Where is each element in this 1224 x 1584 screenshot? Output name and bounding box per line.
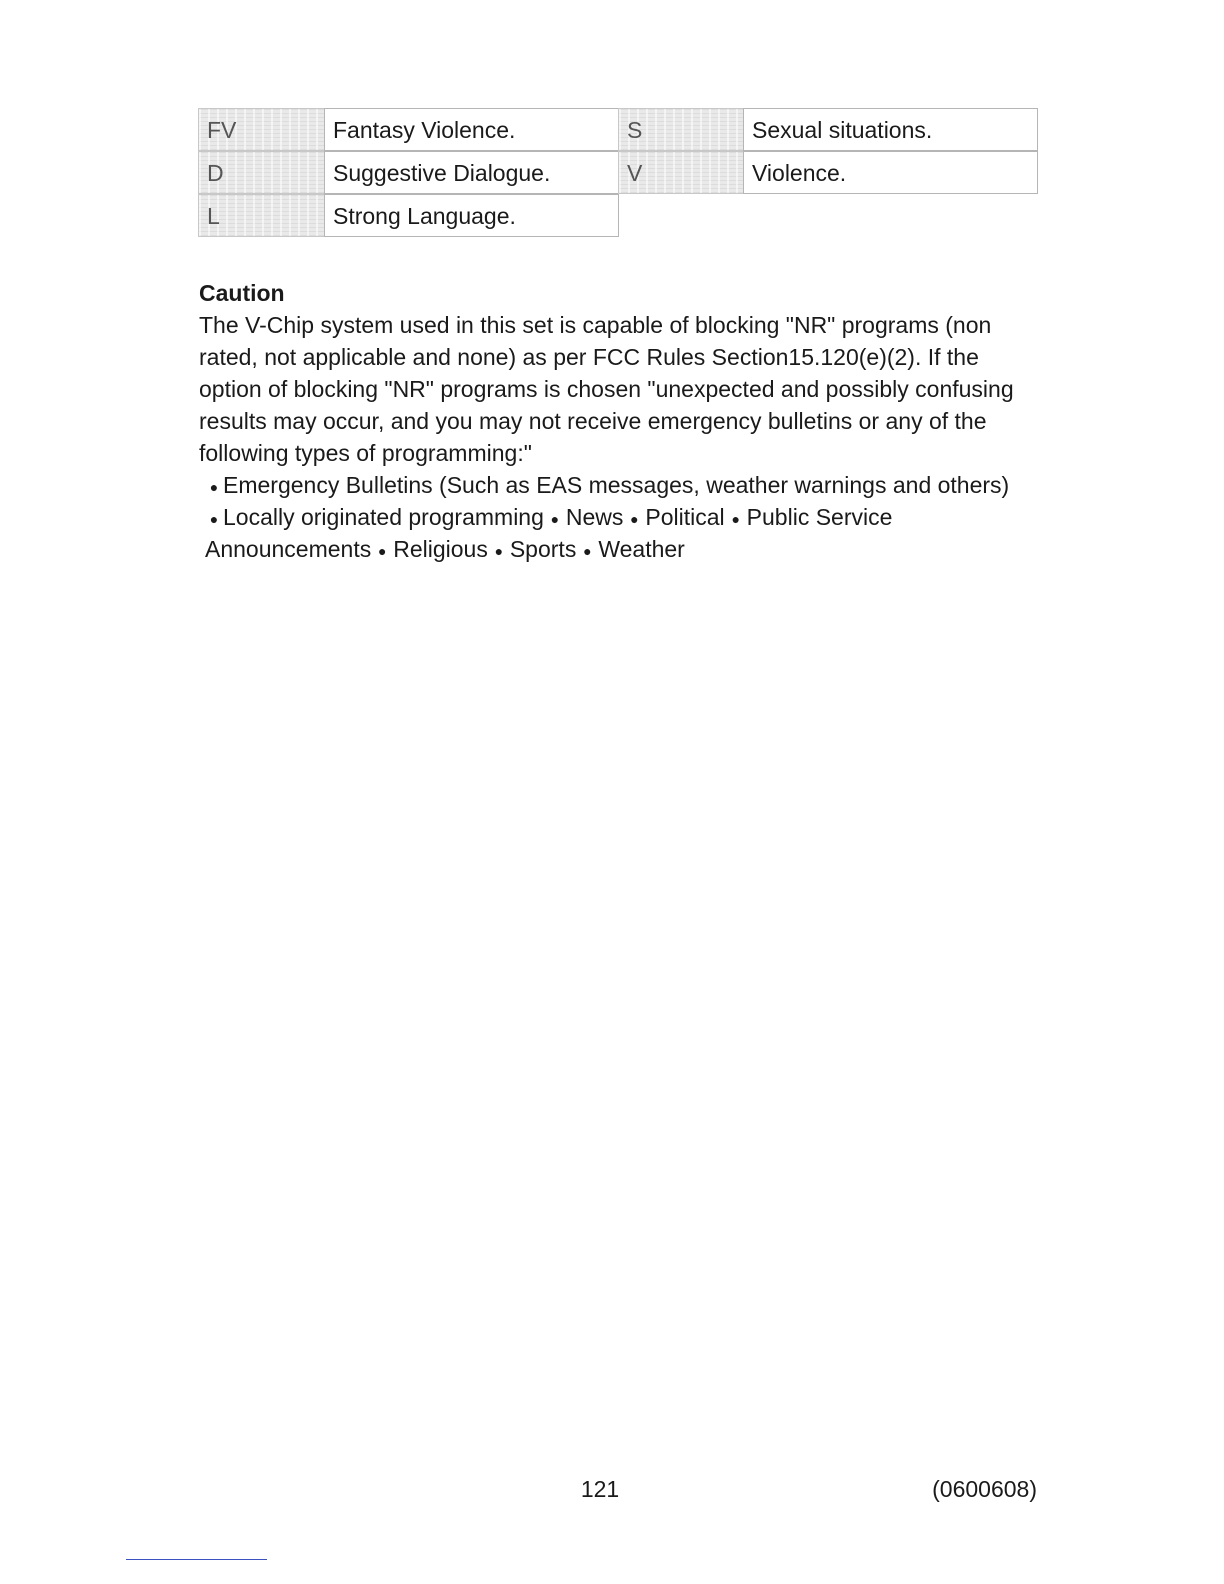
caution-body: The V-Chip system used in this set is capable of blocking "NR" programs (non rated, not applicable and none) as per FCC Rules Section15.120(e)(2). If the option of blocking "NR" programs is chosen "unexpected and possibly confusing results may occur, and you may not receive emergency bulletins or any of the following types of programming:" <box>199 312 1014 466</box>
programming-type: Religious <box>393 536 488 562</box>
rating-description-fv: Fantasy Violence. <box>324 108 619 151</box>
bullet-icon: ● <box>209 478 219 495</box>
page-number: 121 <box>580 1476 620 1502</box>
programming-types-list <box>199 501 1039 565</box>
document-code: (0600608) <box>932 1476 1037 1502</box>
footer-divider <box>126 1559 267 1560</box>
rating-description-d: Suggestive Dialogue. <box>324 151 619 194</box>
rating-description-s: Sexual situations. <box>743 108 1038 151</box>
bullet-icon: ● <box>630 510 639 527</box>
rating-code-fv: FV <box>198 108 325 151</box>
programming-type: Sports <box>509 536 577 562</box>
bullet-item <box>199 469 1039 501</box>
bullet-icon: ● <box>731 510 740 527</box>
rating-description-l: Strong Language. <box>324 194 619 237</box>
programming-type: Political <box>645 504 725 530</box>
bullet-emergency-text: Emergency Bulletins (Such as EAS messages, weather warnings and others) <box>223 472 1010 498</box>
rating-code-d: D <box>198 151 325 194</box>
bullet-icon: ● <box>550 510 560 527</box>
programming-type: News <box>565 504 624 530</box>
programming-type: Weather <box>598 536 685 562</box>
rating-code-v: V <box>618 151 745 194</box>
rating-description-v: Violence. <box>743 151 1038 194</box>
rating-code-s: S <box>618 108 745 151</box>
programming-type: Public Service Announcements <box>205 504 893 562</box>
programming-type: Locally originated programming <box>223 504 544 530</box>
bullet-icon: ● <box>583 542 592 559</box>
rating-code-l: L <box>198 194 325 237</box>
caution-heading: Caution <box>199 280 285 306</box>
bullet-icon: ● <box>209 510 219 527</box>
bullet-icon: ● <box>378 542 387 559</box>
caution-section <box>199 277 1039 565</box>
bullet-icon: ● <box>494 542 504 559</box>
